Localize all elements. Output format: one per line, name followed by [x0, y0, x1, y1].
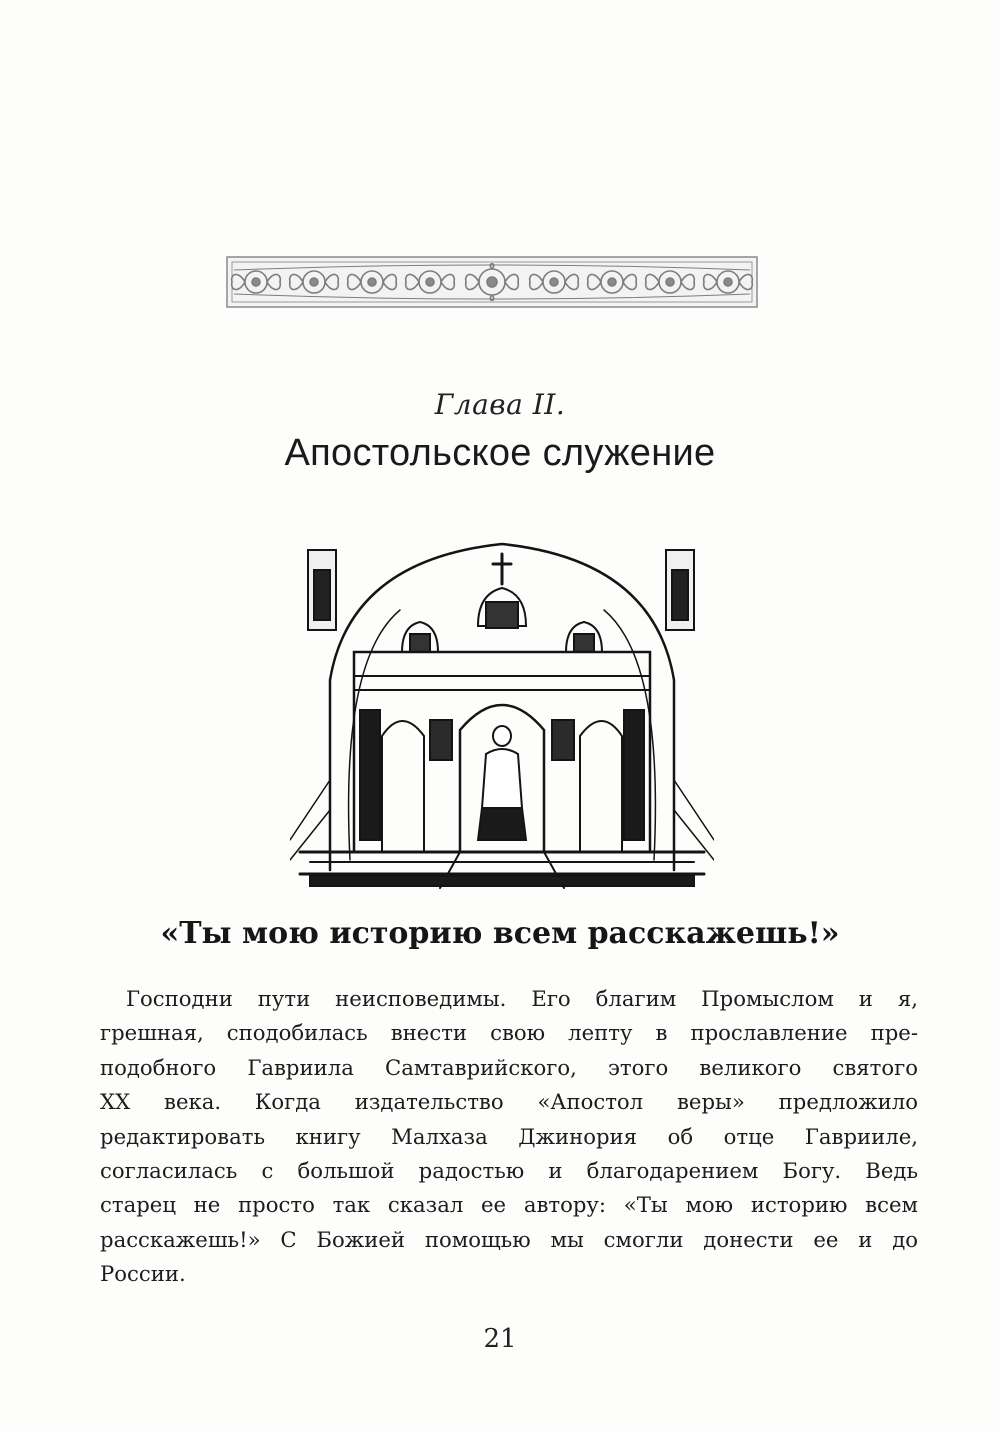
church-interior-illustration: [290, 540, 714, 890]
paragraph-line: согласилась с большой радостью и благодарением Богу. Ведь: [100, 1158, 918, 1184]
section-heading: «Ты мою историю всем расскажешь!»: [160, 916, 840, 951]
paragraph-line: России.: [100, 1261, 186, 1287]
ornament-band: [226, 256, 758, 308]
paragraph-line: грешная, сподобилась внести свою лепту в прославление пре-: [100, 1020, 918, 1046]
paragraph-line: XX века. Когда издательство «Апостол веры» предложило: [100, 1089, 918, 1115]
paragraph-line: Господни пути неисповедимы. Его благим Промыслом и я,: [126, 986, 918, 1011]
paragraph-line: расскажешь!» С Божией помощью мы смогли донести ее и до: [100, 1226, 918, 1252]
chapter-label: Глава II.: [434, 388, 566, 421]
body-paragraph: [100, 982, 918, 1292]
page-number: 21: [483, 1324, 517, 1354]
paragraph-line: подобного Гавриила Самтаврийского, этого великого святого: [100, 1054, 918, 1080]
paragraph-line: старец не просто так сказал ее автору: «Ты мою историю всем: [100, 1192, 918, 1218]
paragraph-line: редактировать книгу Малхаза Джинория об отце Гаврииле,: [100, 1123, 918, 1149]
chapter-title: Апостольское служение: [284, 432, 716, 474]
